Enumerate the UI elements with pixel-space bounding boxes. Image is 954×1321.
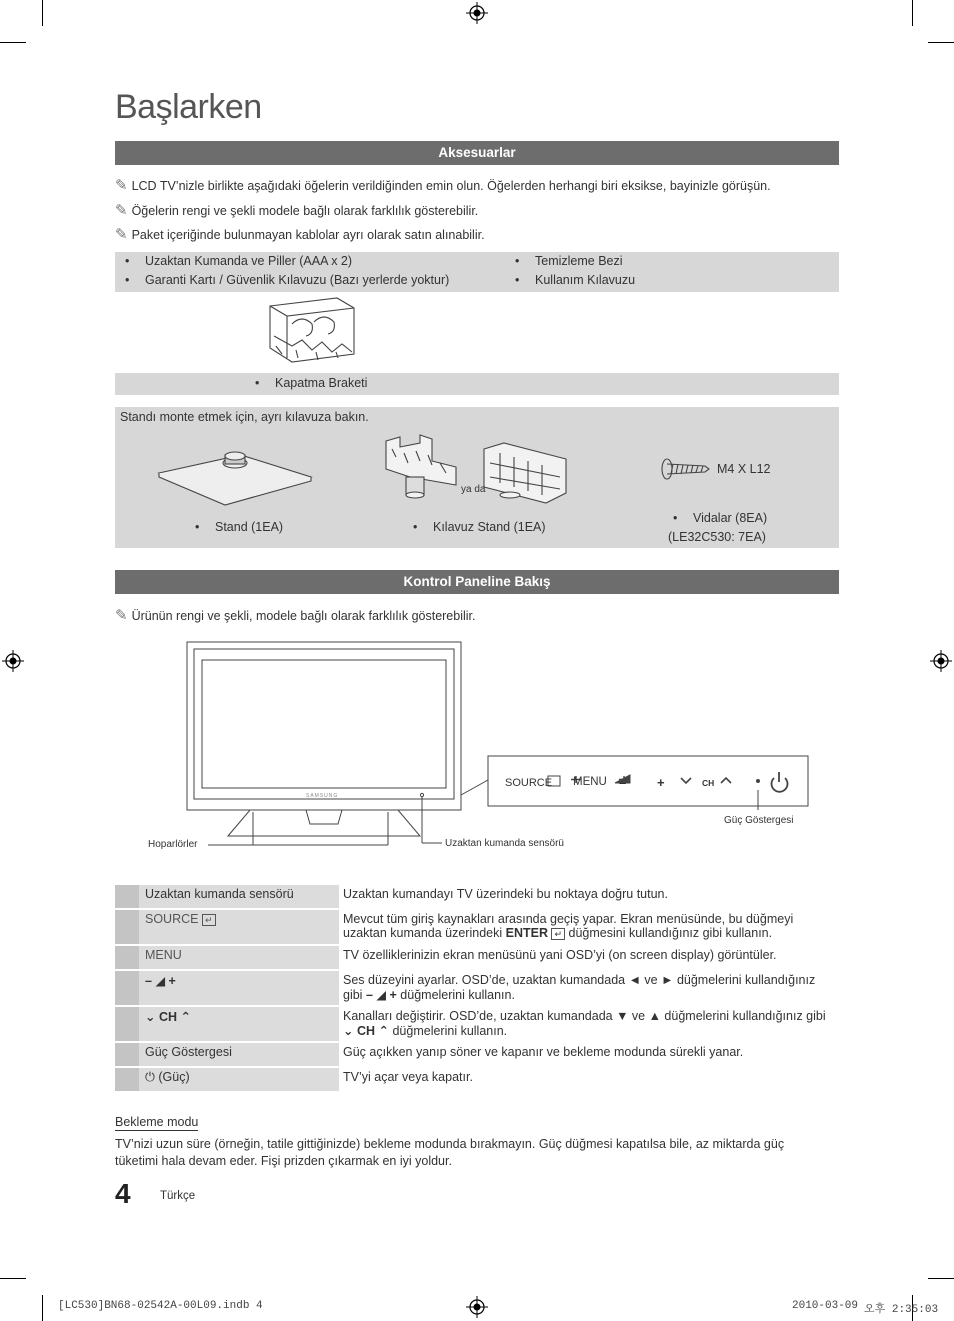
accessory-list [115,252,839,292]
registration-mark-icon [466,2,488,24]
chevron-up-icon: ⌃ [378,1024,389,1038]
stand-note: Standı monte etmek için, ayrı kılavuza bakın. [120,410,369,424]
crop-mark [928,1278,954,1279]
row-desc: Uzaktan kumandayı TV üzerindeki bu noktaya doğru tutun. [343,887,668,901]
footer-file: [LC530]BN68-02542A-00L09.indb 4 [58,1300,263,1312]
table-row [115,971,839,1005]
volume-minus-icon: – [365,988,373,1002]
chevron-down-icon: ⌄ [145,1010,156,1024]
chevron-up-icon: ⌃ [180,1010,191,1024]
footer-date: 2010-03-09 [792,1300,859,1312]
row-name: ⏻ (Güç) [139,1068,339,1091]
panel-menu-label: MENU [573,776,607,788]
table-row [115,1007,839,1041]
registration-mark-icon [930,650,952,672]
note-item: ✎ Ürünün rengi ve şekli, modele bağlı olarak farklılık gösterebilir. [115,607,476,624]
stand-illustration [155,447,315,507]
screw-icon [659,457,711,481]
row-name: Uzaktan kumanda sensörü [139,885,339,908]
list-item: • Stand (1EA) [195,520,283,534]
list-item: • Kapatma Braketi [255,376,367,390]
panel-volume-minus-icon: – [619,775,627,790]
registration-mark-icon [2,650,24,672]
volume-icon: ◢ [376,988,387,1002]
standby-text-line: tüketimi hala devam eder. Fişi prizden çıkarmak en iyi yoldur. [115,1154,452,1168]
note-pencil-icon: ✎ [115,202,128,219]
row-desc: Mevcut tüm giriş kaynakları arasında geçiş yapar. Ekran menüsünde, bu düğmeyi uzaktan kumanda üzerindeki ENTER ↵ düğmesini kullandığınız gibi kullanın. [343,912,794,940]
section-header-accessories: Aksesuarlar [115,141,839,165]
volume-icon: ◢ [155,974,166,988]
list-item: • Kullanım Kılavuzu [515,273,635,287]
list-item: • Garanti Kartı / Güvenlik Kılavuzu (Bazı yerlerde yoktur) [125,273,449,287]
cover-bracket-row [115,373,839,395]
page-number: 4 [115,1178,131,1209]
registration-mark-icon [466,1296,488,1318]
row-name [139,971,339,1005]
note-item: ✎ LCD TV’nizle birlikte aşağıdaki öğelerin verildiğinden emin olun. Öğelerden herhangi biri eksikse, bayinizle görüşün. [115,177,771,194]
crop-mark [42,1295,43,1321]
row-desc: TV özelliklerinizin ekran menüsünü yani OSD’yi (on screen display) görüntüler. [343,948,777,962]
note-item: ✎ Öğelerin rengi ve şekli modele bağlı olarak farklılık gösterebilir. [115,202,479,219]
page-title: Başlarken [115,88,262,126]
volume-plus-icon: + [168,974,176,988]
label-speakers: Hoparlörler [148,839,198,850]
language-label: Türkçe [160,1190,196,1202]
volume-minus-icon: – [145,974,152,988]
cover-bracket-illustration [262,296,362,368]
enter-icon: ↵ [202,914,216,926]
chevron-down-icon: ⌄ [343,1024,354,1038]
note-item: ✎ Paket içeriğinde bulunmayan kablolar ayrı olarak satın alınabilir. [115,226,485,243]
screw-size: M4 X L12 [717,462,771,476]
table-row [115,1043,839,1066]
label-power-indicator: Güç Göstergesi [724,815,794,826]
tv-brand-logo: SAMSUNG [306,793,339,799]
volume-plus-icon: + [389,988,397,1002]
table-row [115,885,839,908]
stand-panel [115,407,839,548]
screws-note: (LE32C530: 7EA) [668,530,766,544]
crop-mark [928,42,954,43]
row-name: SOURCE ↵ [139,910,339,944]
standby-heading: Bekleme modu [115,1115,199,1129]
list-item: • Vidalar (8EA) [673,511,767,525]
table-row [115,1068,839,1091]
note-pencil-icon: ✎ [115,607,128,624]
crop-mark [0,1278,26,1279]
crop-mark [0,42,26,43]
footer-time: 오후 2:35:03 [864,1304,939,1316]
or-label: ya da [461,484,486,495]
crop-mark [912,0,913,26]
crop-mark [42,0,43,26]
row-desc: Ses düzeyini ayarlar. OSD’de, uzaktan kumandada ◄ ve ► düğmelerini kullandığınız gibi – ◢ + düğmelerini kullanın. [343,973,816,1002]
row-desc: Güç açıkken yanıp söner ve kapanır ve bekleme modunda sürekli yanar. [343,1045,744,1059]
panel-ch-label: CH [702,778,715,788]
note-pencil-icon: ✎ [115,177,128,194]
table-row [115,910,839,944]
row-name: ⌄ CH ⌃ [139,1007,339,1041]
power-icon: ⏻ [145,1070,155,1084]
enter-icon: ↵ [551,928,565,940]
list-item: • Temizleme Bezi [515,254,623,268]
panel-volume-plus-icon: + [657,775,665,790]
list-item: • Kılavuz Stand (1EA) [413,520,546,534]
section-header-control-panel: Kontrol Paneline Bakış [115,570,839,594]
row-desc: Kanalları değiştirir. OSD’de, uzaktan kumandada ▼ ve ▲ düğmelerini kullandığınız gibi ⌄ CH ⌃ düğmelerini kullanın. [343,1009,826,1038]
note-pencil-icon: ✎ [115,226,128,243]
standby-text-line: TV’nizi uzun süre (örneğin, tatile gittiğinizde) bekleme modunda bırakmayın. Güç düğmesi kapatılsa bile, az miktarda güç [115,1137,785,1151]
row-name: MENU [139,946,339,969]
row-name: Güç Göstergesi [139,1043,339,1066]
panel-source-label: SOURCE [505,777,553,789]
table-row [115,946,839,969]
list-item: • Uzaktan Kumanda ve Piller (AAA x 2) [125,254,352,268]
label-remote-sensor: Uzaktan kumanda sensörü [445,838,564,849]
row-desc: TV’yi açar veya kapatır. [343,1070,473,1084]
